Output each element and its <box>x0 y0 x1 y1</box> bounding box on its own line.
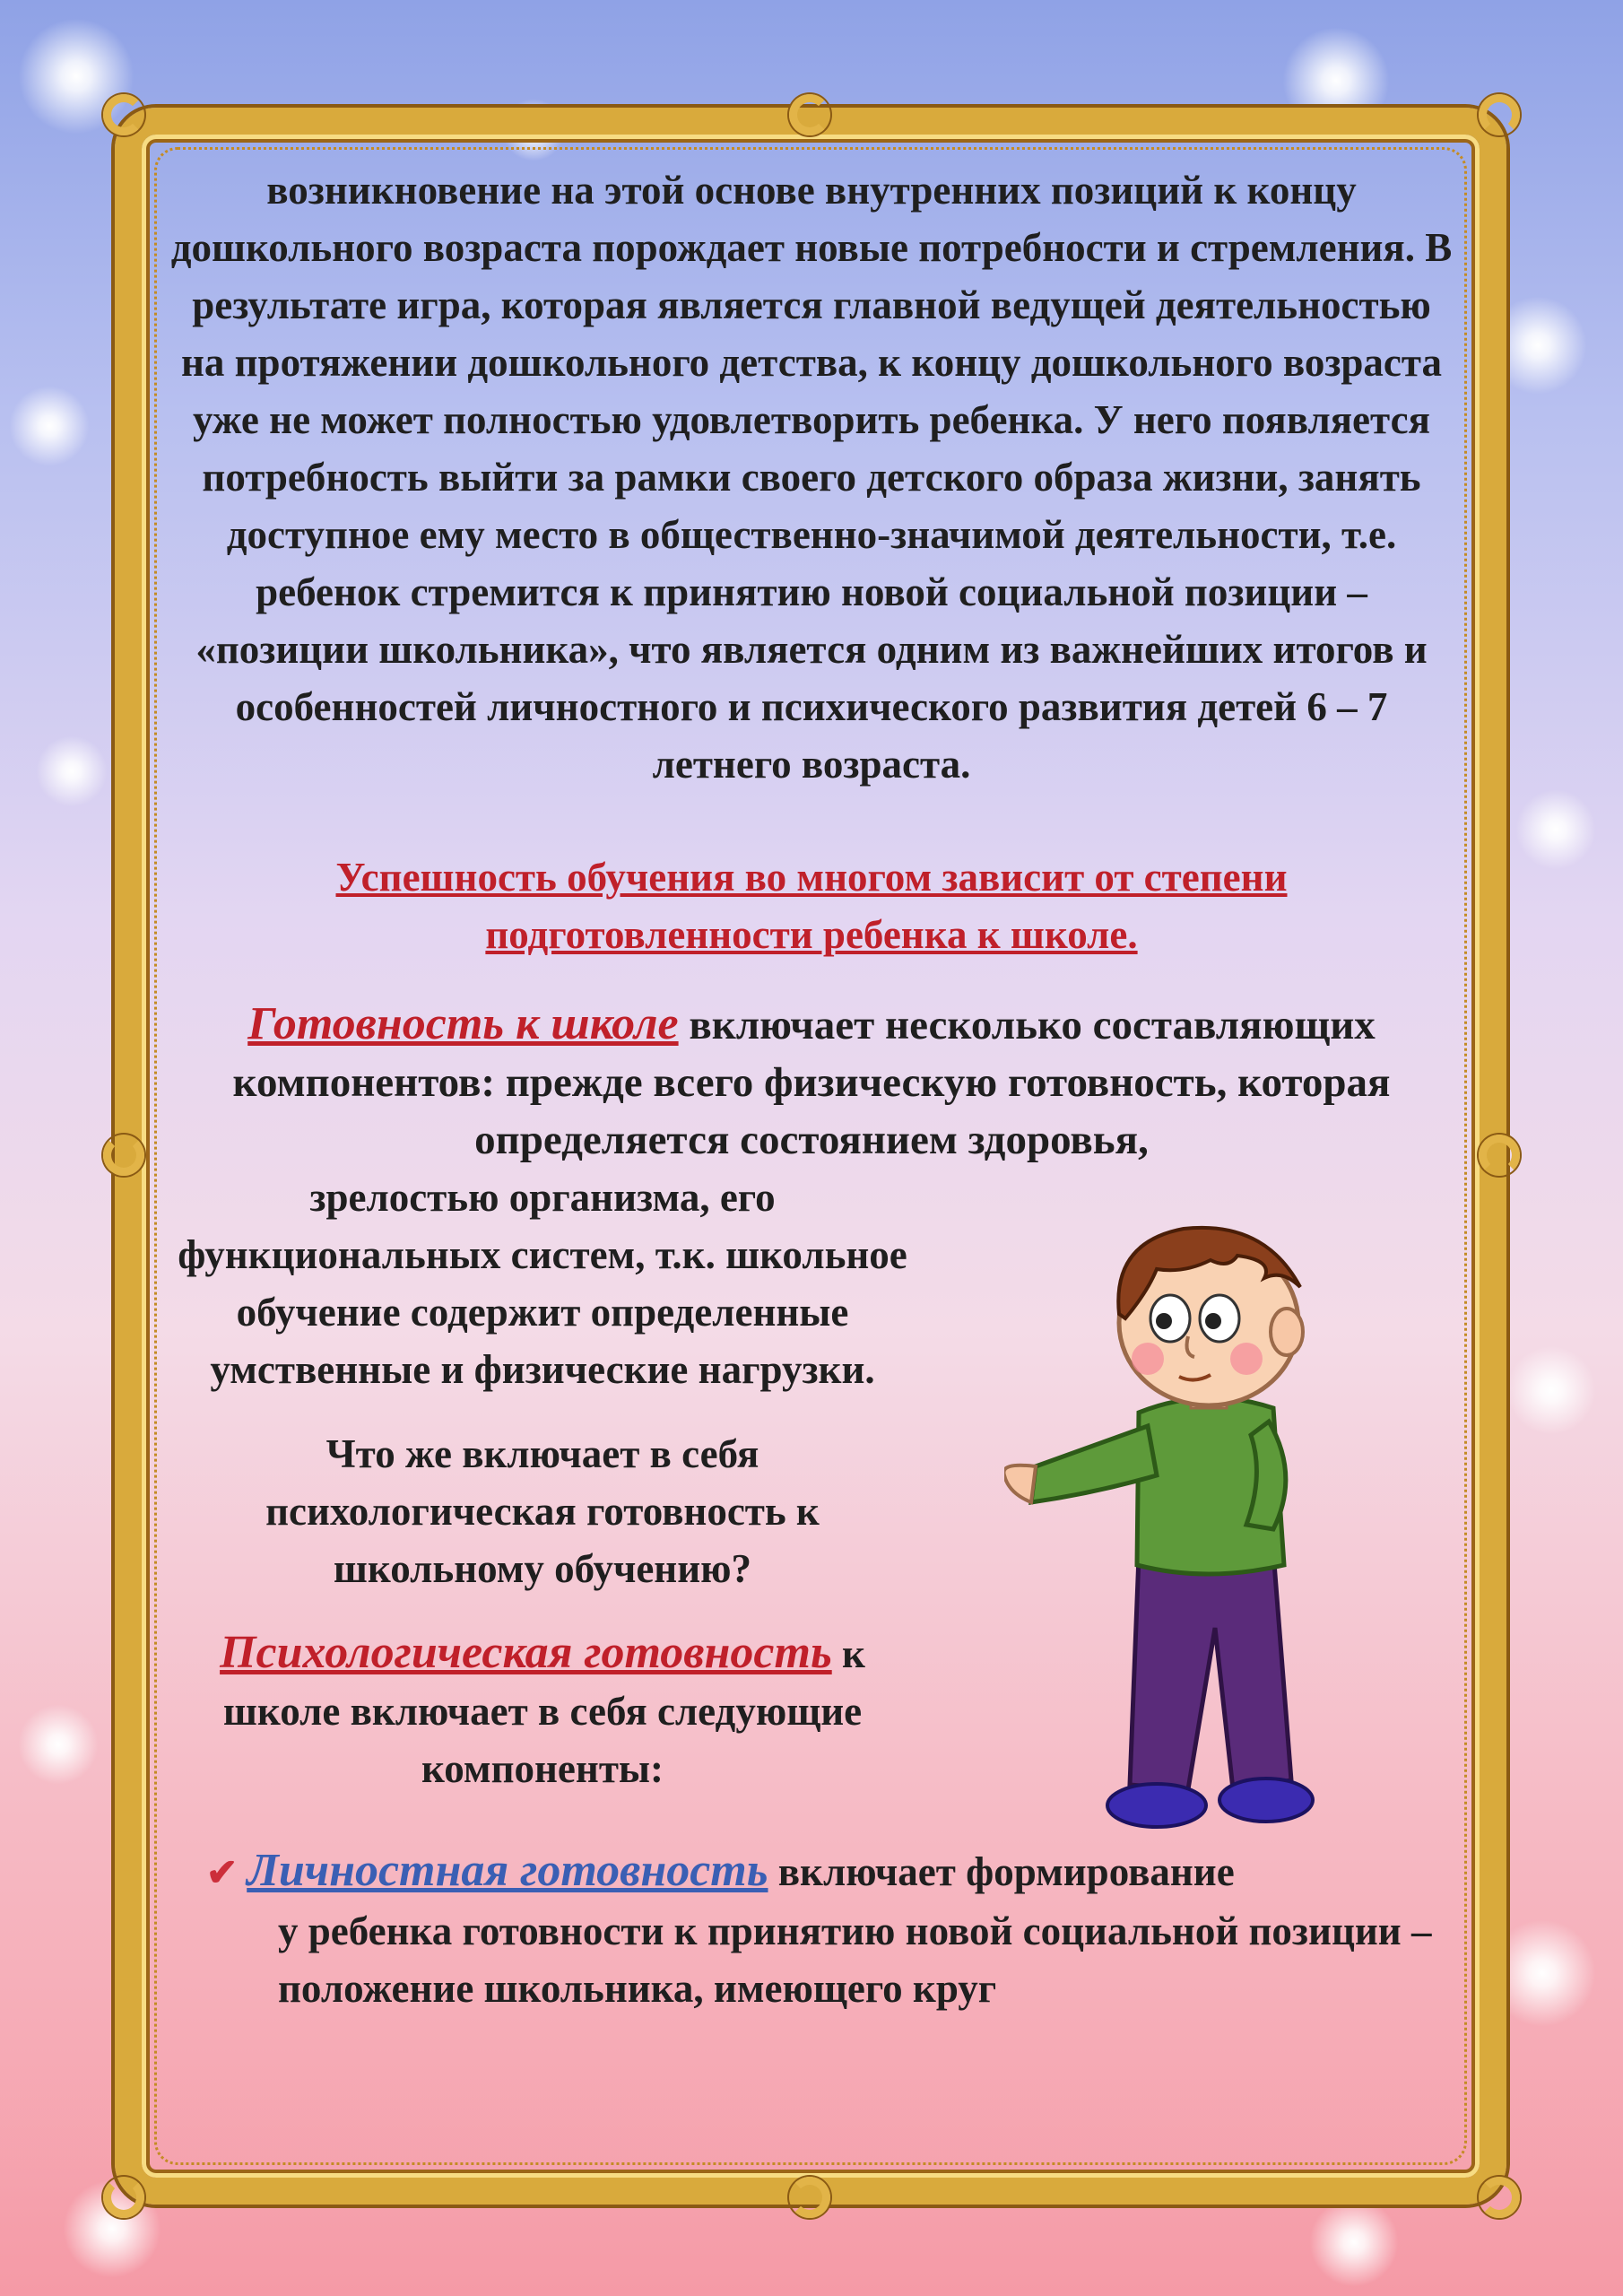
personal-term: Личностная готовность <box>247 1845 768 1896</box>
frame-scroll-ornament <box>789 94 830 135</box>
sparkle <box>18 1704 99 1785</box>
psych-term: Психологическая готовность <box>220 1627 832 1678</box>
psych-text: к школе включает в себя следующие компоненты: <box>222 1631 865 1791</box>
frame-scroll-ornament <box>1479 1135 1520 1176</box>
frame-scroll-ornament <box>1479 94 1520 135</box>
readiness-text-continued: зрелостью организма, его функциональных систем, т.к. школьное обучение содержит определенные умственные и физические нагрузки. <box>178 1175 907 1392</box>
frame-scroll-ornament <box>1479 2177 1520 2218</box>
psych-paragraph <box>170 1624 915 1797</box>
sparkle <box>1506 1345 1596 1435</box>
question-paragraph: Что же включает в себя психологическая готовность к школьному обучению? <box>265 1431 820 1591</box>
frame-scroll-ornament <box>103 1135 144 1176</box>
frame-scroll-ornament <box>789 2177 830 2218</box>
checkmark-icon: ✔ <box>206 1853 239 1894</box>
sparkle <box>9 386 90 466</box>
boy-illustration <box>1004 1206 1399 1888</box>
sparkle <box>1515 789 1596 870</box>
personal-text: включает формирование <box>768 1849 1235 1894</box>
headline: Успешность обучения во многом зависит от степени подготовленности ребенка к школе. <box>335 855 1288 957</box>
sparkle <box>36 735 108 807</box>
readiness-text: включает несколько составляющих компонентов: прежде всего физическую готовность, которая определяется состоянием здоровья, <box>232 1002 1391 1163</box>
readiness-term: Готовность к школе <box>247 998 679 1049</box>
sparkle <box>1309 2197 1399 2287</box>
intro-paragraph: возникновение на этой основе внутренних позиций к концу дошкольного возраста порождает новые потребности и стремления. В результате игра, которая является главной ведущей деятельностью на протяжении дошкольного детства, к концу дошкольного возраста уже не может полностью удовлетворить ребенка. У него появляется потребность выйти за рамки своего детского образа жизни, занять доступное ему место в общественно-значимой деятельности, т.е. ребенок стремится к принятию новой социальной позиции – «позиции школьника», что является одним из важнейших итогов и особенностей личностного и психического развития детей 6 – 7 летнего возраста. <box>170 168 1453 787</box>
readiness-paragraph <box>170 996 1453 1169</box>
personal-text-continued: у ребенка готовности к принятию новой социальной позиции – положение школьника, имеющего круг <box>278 1909 1432 2011</box>
frame-scroll-ornament <box>103 2177 144 2218</box>
frame-scroll-ornament <box>103 94 144 135</box>
